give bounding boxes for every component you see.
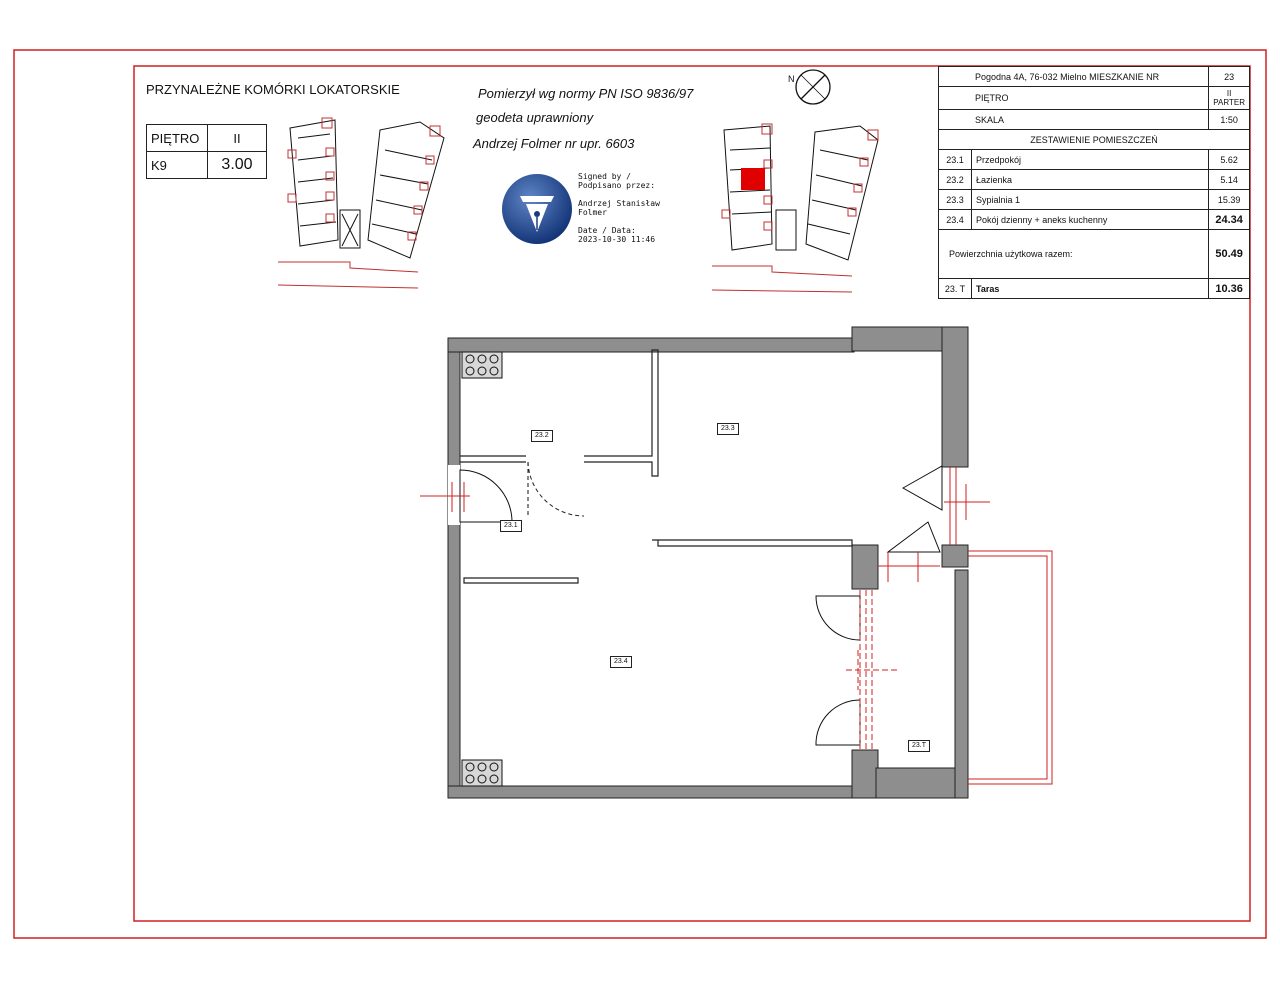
room-area: 15.39 [1209, 190, 1250, 210]
room-num: 23.4 [939, 210, 972, 230]
room-tag-terrace: 23.T [908, 740, 930, 752]
scale-value: 1:50 [1209, 110, 1250, 130]
terrace-name: Taras [972, 279, 1209, 299]
surveyor-name: Andrzej Folmer nr upr. 6603 [473, 136, 635, 151]
doors [460, 462, 942, 745]
address-cell: Pogodna 4A, 76-032 Mielno MIESZKANIE NR [939, 67, 1209, 87]
scale-label: SKALA [939, 110, 1209, 130]
room-area: 5.62 [1209, 150, 1250, 170]
usable-area-label: Powierzchnia użytkowa razem: [939, 230, 1209, 279]
room-row [939, 190, 1250, 210]
room-tag-bedroom: 23.3 [717, 423, 739, 435]
key-plan-storage [278, 118, 444, 288]
terrace-row [939, 279, 1250, 299]
key-plan-apartment [712, 124, 878, 292]
storage-unit-label: K9 [147, 152, 208, 179]
floor-value: II PARTER [1209, 87, 1250, 110]
room-area: 24.34 [1209, 210, 1250, 230]
apartment-number: 23 [1209, 67, 1250, 87]
room-num: 23.2 [939, 170, 972, 190]
room-row [939, 150, 1250, 170]
room-name: Sypialnia 1 [972, 190, 1209, 210]
north-arrow [796, 70, 830, 104]
fixtures [462, 352, 502, 786]
room-row [939, 170, 1250, 190]
room-row [939, 210, 1250, 230]
room-num: 23.3 [939, 190, 972, 210]
rooms-header: ZESTAWIENIE POMIESZCZEŃ [939, 130, 1250, 150]
north-label: N [788, 74, 795, 84]
room-num: 23.1 [939, 150, 972, 170]
room-area: 5.14 [1209, 170, 1250, 190]
storage-floor-label: PIĘTRO [147, 125, 208, 152]
floor-label: PIĘTRO [939, 87, 1209, 110]
partitions [460, 350, 852, 583]
storage-unit-value: 3.00 [208, 152, 267, 179]
usable-area-value: 50.49 [1209, 230, 1250, 279]
room-name: Przedpokój [972, 150, 1209, 170]
walls [448, 327, 968, 798]
room-tag-living: 23.4 [610, 656, 632, 668]
terrace-num: 23. T [939, 279, 972, 299]
room-schedule-table [938, 66, 1250, 299]
storage-title: PRZYNALEŻNE KOMÓRKI LOKATORSKIE [146, 82, 400, 97]
room-name: Pokój dzienny + aneks kuchenny [972, 210, 1209, 230]
signature-seal-logo [500, 172, 574, 246]
room-tag-bathroom: 23.2 [531, 430, 553, 442]
surveyor-norm: Pomierzył wg normy PN ISO 9836/97 [478, 86, 694, 101]
apartment-highlight [741, 168, 765, 190]
storage-floor-value: II [208, 125, 267, 152]
room-name: Łazienka [972, 170, 1209, 190]
storage-table [146, 124, 267, 179]
terrace-area: 10.36 [1209, 279, 1250, 299]
room-tag-hall: 23.1 [500, 520, 522, 532]
surveyor-title: geodeta uprawniony [476, 110, 594, 125]
signature-text: Signed by / Podpisano przez: Andrzej Stanisław Folmer Date / Data: 2023-10-30 11:46 [578, 172, 660, 244]
